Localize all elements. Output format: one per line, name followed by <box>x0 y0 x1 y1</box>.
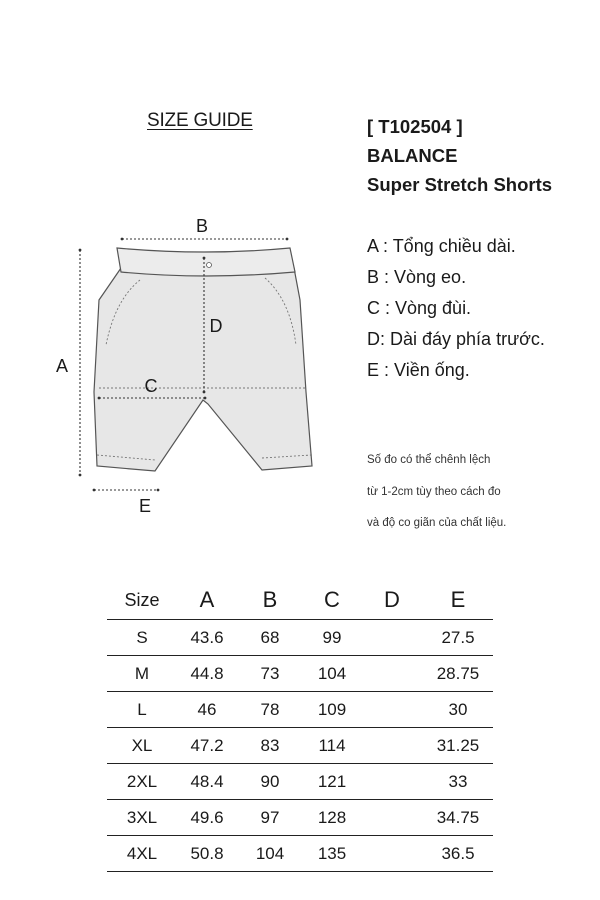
cell-b: 83 <box>237 728 303 764</box>
cell-size: 3XL <box>107 800 177 836</box>
cell-d <box>361 800 423 836</box>
size-guide-title: SIZE GUIDE <box>147 110 253 131</box>
dim-label-d: D <box>209 316 223 336</box>
cell-d <box>361 692 423 728</box>
cell-d <box>361 620 423 656</box>
header-b: B <box>237 581 303 620</box>
cell-a: 44.8 <box>177 656 237 692</box>
cell-a: 49.6 <box>177 800 237 836</box>
legend-item-b: B : Vòng eo. <box>367 267 467 287</box>
table-header-row <box>107 581 493 620</box>
cell-e: 34.75 <box>423 800 493 836</box>
dim-label-a: A <box>55 356 69 376</box>
product-code: [ T102504 ] <box>367 116 463 137</box>
cell-c: 109 <box>303 692 361 728</box>
cell-c: 121 <box>303 764 361 800</box>
cell-b: 78 <box>237 692 303 728</box>
cell-c: 135 <box>303 836 361 872</box>
cell-size: L <box>107 692 177 728</box>
cell-e: 27.5 <box>423 620 493 656</box>
shorts-illustration <box>94 248 312 471</box>
cell-d <box>361 656 423 692</box>
cell-a: 48.4 <box>177 764 237 800</box>
waist-button-icon <box>207 263 212 268</box>
cell-b: 73 <box>237 656 303 692</box>
legend-item-c: C : Vòng đùi. <box>367 298 472 318</box>
cell-d <box>361 836 423 872</box>
legend-item-e: E : Viền ống. <box>367 360 470 380</box>
cell-size: M <box>107 656 177 692</box>
measurement-note <box>367 445 506 540</box>
product-name: Super Stretch Shorts <box>367 174 553 195</box>
table-row <box>107 656 493 692</box>
cell-size: XL <box>107 728 177 764</box>
cell-e: 33 <box>423 764 493 800</box>
cell-e: 36.5 <box>423 836 493 872</box>
legend-item-a: A : Tổng chiều dài. <box>367 236 516 256</box>
cell-size: S <box>107 620 177 656</box>
table-row <box>107 836 493 872</box>
table-row <box>107 692 493 728</box>
size-table <box>107 581 493 872</box>
header-d: D <box>361 581 423 620</box>
cell-size: 2XL <box>107 764 177 800</box>
header-a: A <box>177 581 237 620</box>
cell-a: 47.2 <box>177 728 237 764</box>
cell-a: 50.8 <box>177 836 237 872</box>
table-row <box>107 764 493 800</box>
cell-b: 104 <box>237 836 303 872</box>
brand-name: BALANCE <box>367 145 458 166</box>
dim-label-e: E <box>138 496 152 516</box>
cell-e: 30 <box>423 692 493 728</box>
dim-label-c: C <box>144 376 158 396</box>
cell-c: 128 <box>303 800 361 836</box>
cell-b: 97 <box>237 800 303 836</box>
cell-b: 90 <box>237 764 303 800</box>
header-c: C <box>303 581 361 620</box>
cell-b: 68 <box>237 620 303 656</box>
cell-e: 31.25 <box>423 728 493 764</box>
cell-c: 99 <box>303 620 361 656</box>
table-row <box>107 800 493 836</box>
table-row <box>107 620 493 656</box>
measurement-legend <box>367 231 545 386</box>
note-line: và độ co giãn của chất liệu. <box>367 517 507 529</box>
legend-item-d: D: Dài đáy phía trước. <box>367 329 545 349</box>
header-e: E <box>423 581 493 620</box>
note-line: từ 1-2cm tùy theo cách đo <box>367 485 501 498</box>
cell-a: 46 <box>177 692 237 728</box>
note-line: Số đo có thể chênh lệch <box>367 454 491 466</box>
table-row <box>107 728 493 764</box>
cell-c: 114 <box>303 728 361 764</box>
cell-a: 43.6 <box>177 620 237 656</box>
dim-label-b: B <box>195 216 209 236</box>
cell-e: 28.75 <box>423 656 493 692</box>
cell-c: 104 <box>303 656 361 692</box>
cell-d <box>361 728 423 764</box>
header-size: Size <box>107 581 177 620</box>
cell-d <box>361 764 423 800</box>
cell-size: 4XL <box>107 836 177 872</box>
